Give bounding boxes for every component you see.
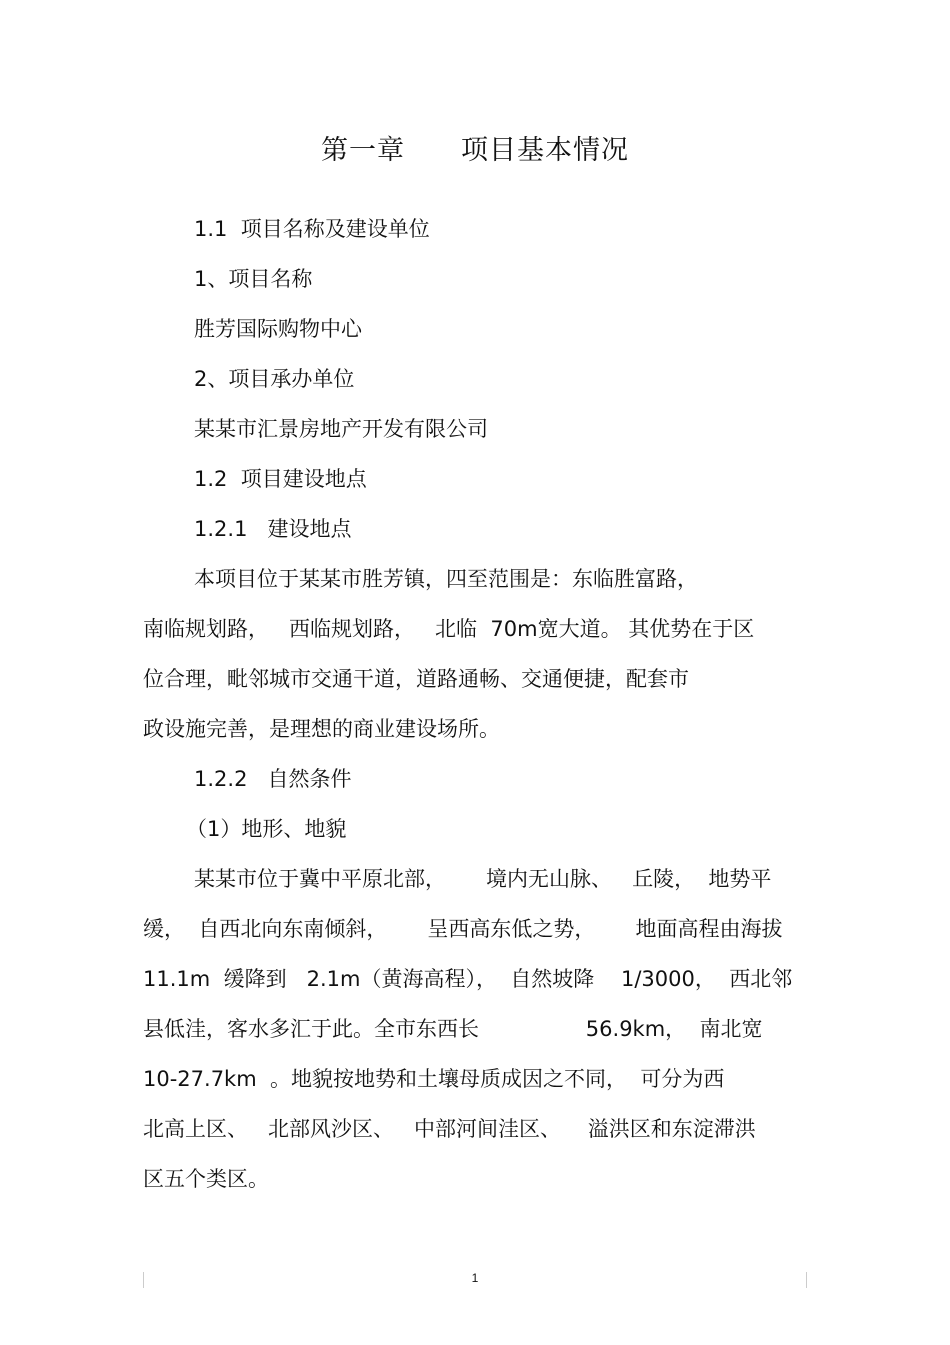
section-heading-1-1: 1.1 项目名称及建设单位 [194,217,430,241]
organizer-value: 某某市汇景房地产开发有限公司 [194,417,488,441]
subsection-heading-1-2-2: 1.2.2 自然条件 [194,767,352,791]
item-heading-organizer: 2、项目承办单位 [194,367,355,391]
chapter-title: 第一章 项目基本情况 [321,135,629,166]
project-name-value: 胜芳国际购物中心 [194,317,362,341]
paragraph-line: 11.1m 缓降到 2.1m（黄海高程）， 自然坡降 1/3000， 西北邻 [143,967,793,991]
paragraph-line: 北高上区、 北部风沙区、 中部河间洼区、 溢洪区和东淀滞洪 [143,1117,756,1141]
paragraph-line: 位合理，毗邻城市交通干道，道路通畅、交通便捷，配套市 [143,667,689,691]
section-heading-1-2: 1.2 项目建设地点 [194,467,367,491]
paragraph-line: 10-27.7km 。地貌按地势和土壤母质成因之不同， 可分为西 [143,1067,725,1091]
page-number: 1 [471,1271,479,1285]
paragraph-line: 区五个类区。 [143,1167,269,1191]
paragraph-line: 县低洼，客水多汇于此。全市东西长 56.9km， 南北宽 [143,1017,763,1041]
item-heading-terrain: （1）地形、地貌 [186,817,347,841]
paragraph-line: 南临规划路， 西临规划路， 北临 70m宽大道。 其优势在于区 [143,617,755,641]
subsection-heading-1-2-1: 1.2.1 建设地点 [194,517,352,541]
paragraph-line: 政设施完善，是理想的商业建设场所。 [143,717,500,741]
item-heading-project-name: 1、项目名称 [194,267,313,291]
paragraph-line: 某某市位于冀中平原北部， 境内无山脉、 丘陵， 地势平 [194,867,772,891]
paragraph-line: 本项目位于某某市胜芳镇，四至范围是：东临胜富路， [194,567,698,591]
footer-right-mark [806,1272,807,1288]
paragraph-line: 缓， 自西北向东南倾斜， 呈西高东低之势， 地面高程由海拔 [143,917,783,941]
